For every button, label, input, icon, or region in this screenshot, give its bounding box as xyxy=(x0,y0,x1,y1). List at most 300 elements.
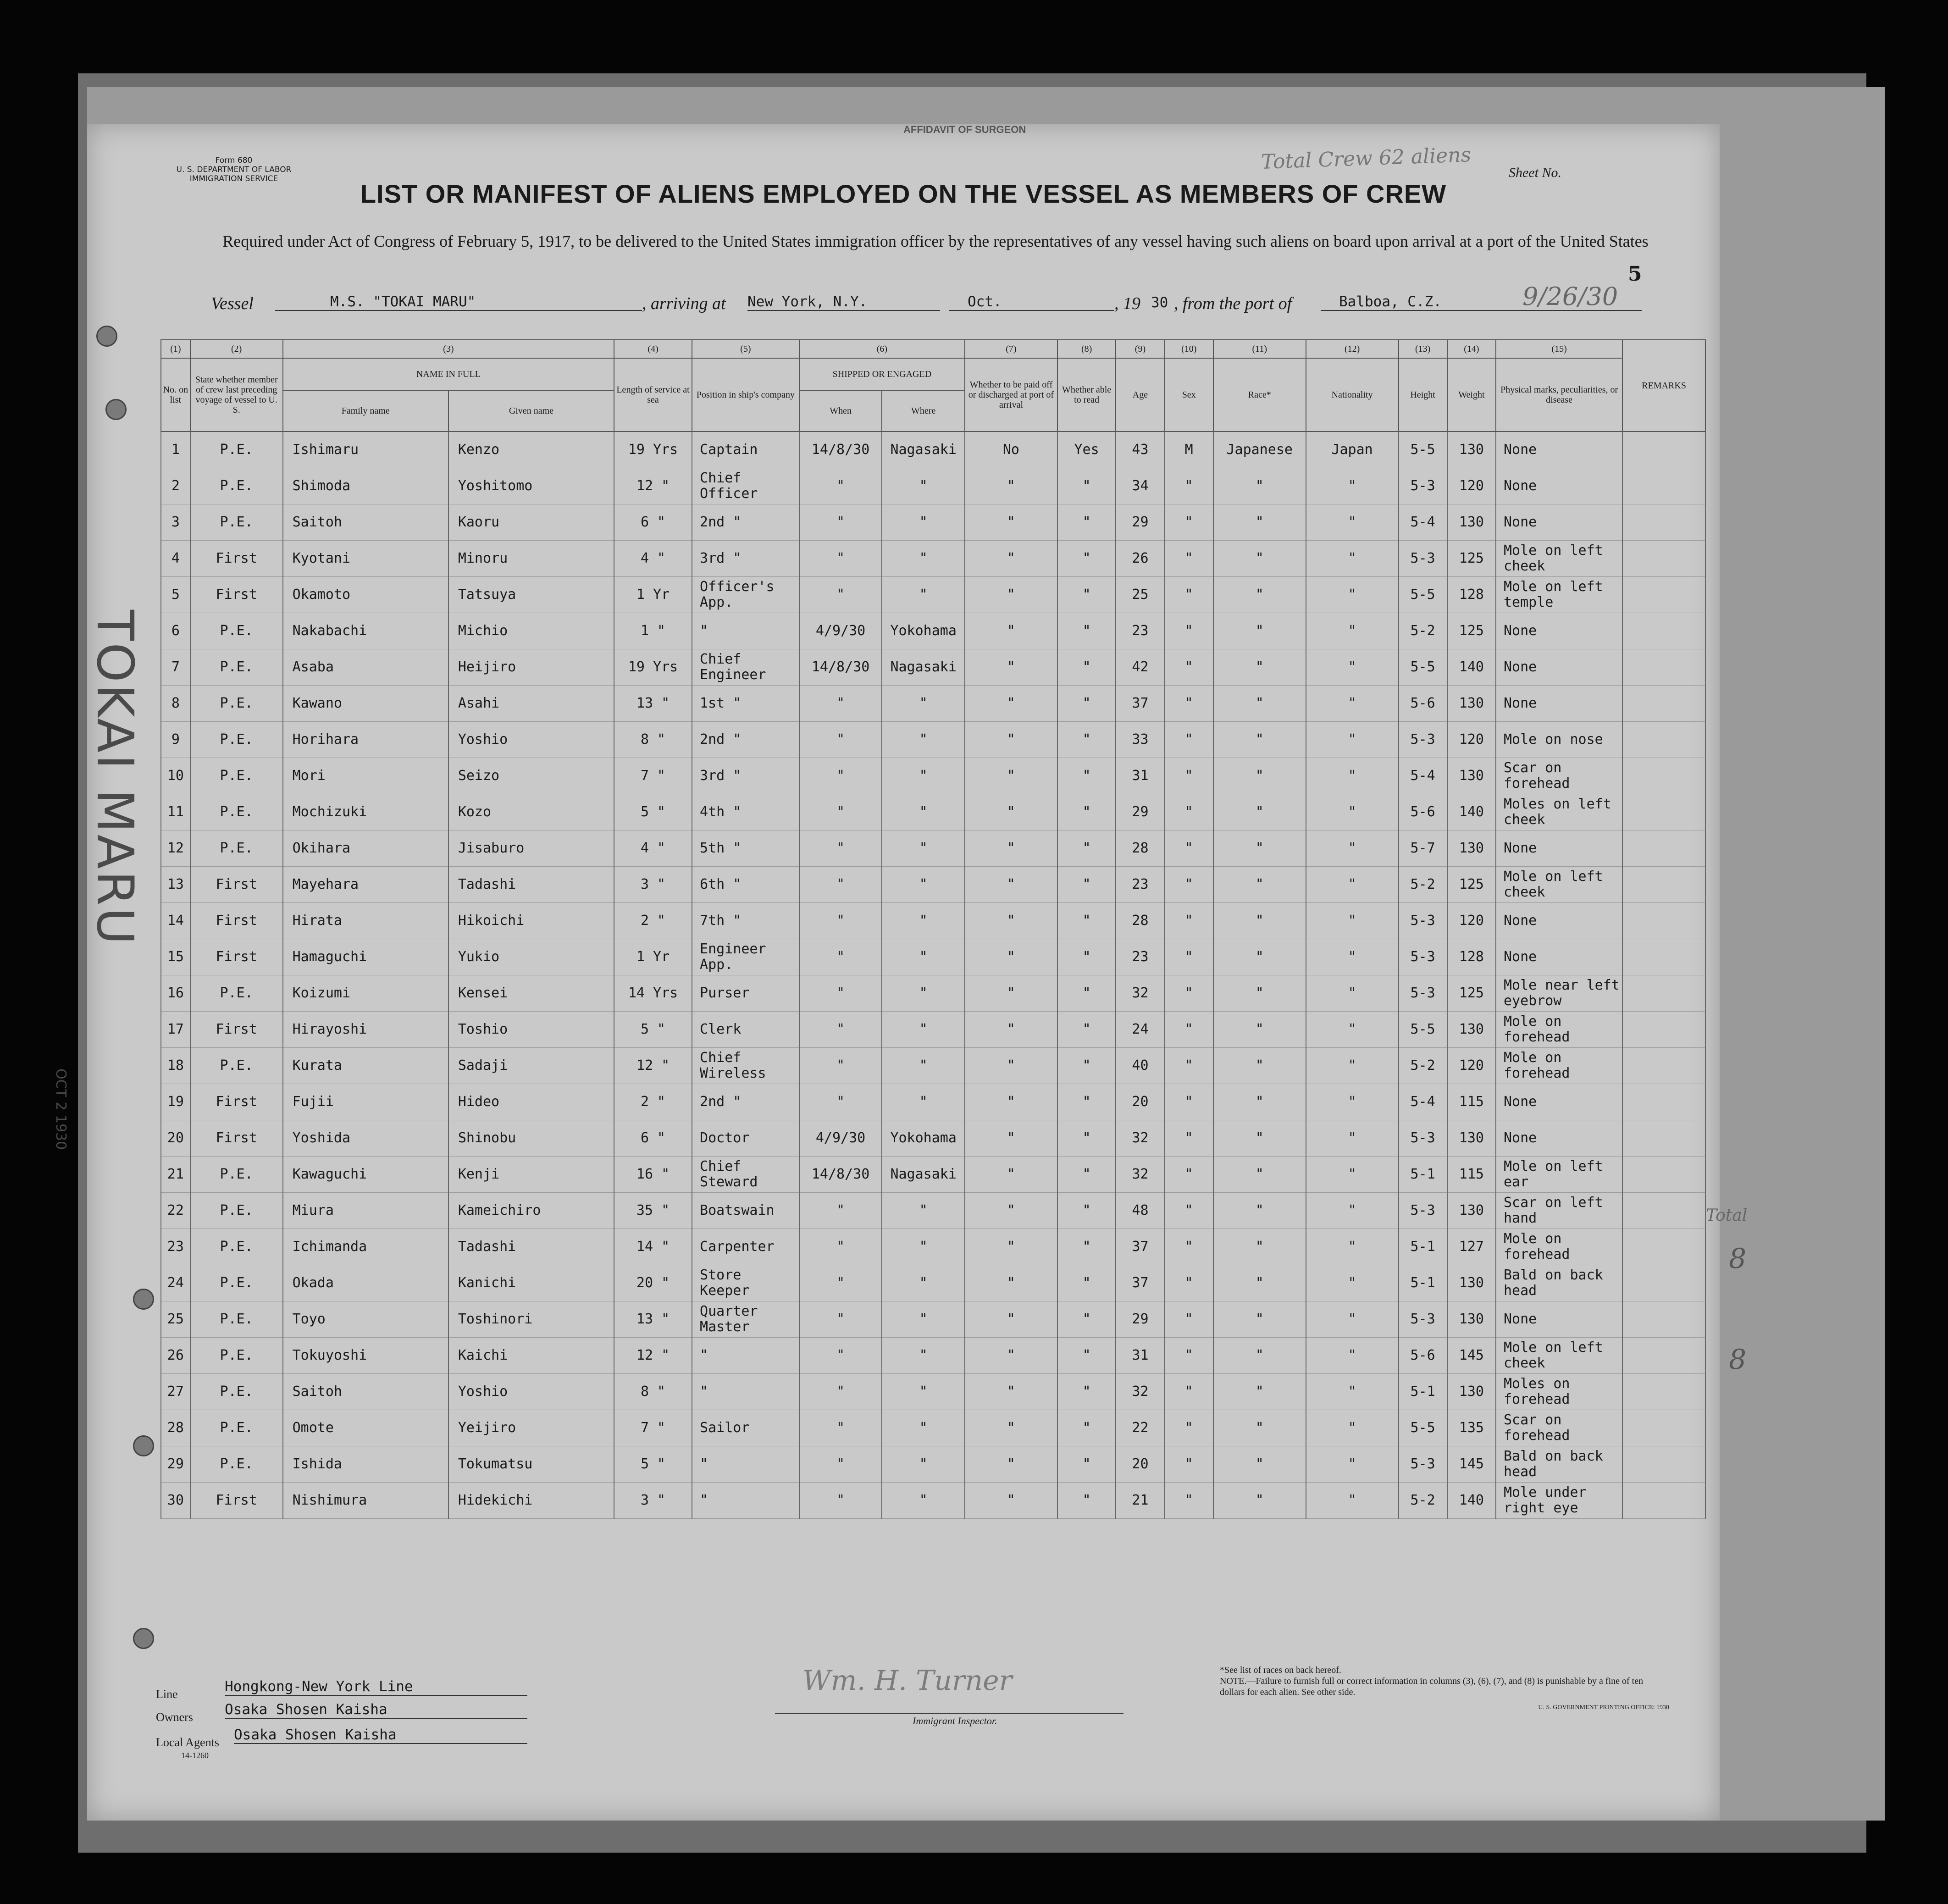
row-number: 14 xyxy=(161,903,190,939)
row-length: 35 " xyxy=(614,1193,692,1229)
row-number: 1 xyxy=(161,432,190,468)
row-weight: 125 xyxy=(1447,613,1496,649)
row-position: Officer's App. xyxy=(692,577,799,613)
col-nationality: Nationality xyxy=(1306,358,1399,432)
row-when: " xyxy=(799,541,882,577)
row-number: 17 xyxy=(161,1012,190,1048)
row-nationality: " xyxy=(1306,1446,1399,1483)
row-age: 42 xyxy=(1116,649,1164,686)
row-remarks xyxy=(1622,794,1705,830)
row-read: " xyxy=(1057,1012,1116,1048)
row-where: " xyxy=(882,1374,965,1410)
races-note: *See list of races on back hereof. xyxy=(1220,1665,1341,1675)
row-height: 5-6 xyxy=(1399,686,1447,722)
row-weight: 145 xyxy=(1447,1338,1496,1374)
row-given-name: Kenzo xyxy=(448,432,614,468)
row-when: 4/9/30 xyxy=(799,1120,882,1157)
row-weight: 125 xyxy=(1447,867,1496,903)
row-when: 4/9/30 xyxy=(799,613,882,649)
col-num: (1) xyxy=(161,340,190,358)
col-weight: Weight xyxy=(1447,358,1496,432)
row-read: " xyxy=(1057,758,1116,794)
row-family-name: Ishida xyxy=(283,1446,448,1483)
row-given-name: Seizo xyxy=(448,758,614,794)
row-sex: " xyxy=(1165,867,1213,903)
row-height: 5-3 xyxy=(1399,939,1447,975)
row-marks: Mole on forehead xyxy=(1496,1229,1622,1265)
row-number: 23 xyxy=(161,1229,190,1265)
row-marks: Moles on left cheek xyxy=(1496,794,1622,830)
col-num: (8) xyxy=(1057,340,1116,358)
row-weight: 120 xyxy=(1447,468,1496,504)
row-remarks xyxy=(1622,758,1705,794)
row-state: P.E. xyxy=(190,1048,283,1084)
row-remarks xyxy=(1622,975,1705,1012)
row-number: 27 xyxy=(161,1374,190,1410)
row-marks: Mole on forehead xyxy=(1496,1048,1622,1084)
row-weight: 120 xyxy=(1447,903,1496,939)
row-length: 6 " xyxy=(614,1120,692,1157)
row-given-name: Hidekichi xyxy=(448,1483,614,1519)
table-row xyxy=(161,903,1705,939)
row-given-name: Asahi xyxy=(448,686,614,722)
col-num: (5) xyxy=(692,340,799,358)
row-age: 23 xyxy=(1116,867,1164,903)
row-read: " xyxy=(1057,1229,1116,1265)
row-number: 11 xyxy=(161,794,190,830)
row-when: " xyxy=(799,758,882,794)
table-row xyxy=(161,1193,1705,1229)
row-given-name: Kenji xyxy=(448,1157,614,1193)
row-remarks xyxy=(1622,541,1705,577)
row-length: 5 " xyxy=(614,1012,692,1048)
row-read: " xyxy=(1057,903,1116,939)
arriving-label: , arriving at xyxy=(642,294,726,313)
row-when: " xyxy=(799,867,882,903)
row-read: " xyxy=(1057,1338,1116,1374)
row-number: 20 xyxy=(161,1120,190,1157)
row-remarks xyxy=(1622,1084,1705,1120)
row-number: 4 xyxy=(161,541,190,577)
row-remarks xyxy=(1622,1265,1705,1301)
row-state: P.E. xyxy=(190,1193,283,1229)
row-remarks xyxy=(1622,903,1705,939)
row-paid-off: " xyxy=(965,1120,1057,1157)
row-length: 14 " xyxy=(614,1229,692,1265)
row-remarks xyxy=(1622,1120,1705,1157)
row-state: P.E. xyxy=(190,432,283,468)
row-sex: " xyxy=(1165,1301,1213,1338)
row-age: 28 xyxy=(1116,903,1164,939)
row-remarks xyxy=(1622,686,1705,722)
row-position: 6th " xyxy=(692,867,799,903)
row-when: " xyxy=(799,577,882,613)
row-position: 3rd " xyxy=(692,541,799,577)
row-state: P.E. xyxy=(190,1410,283,1446)
row-length: 2 " xyxy=(614,1084,692,1120)
row-sex: " xyxy=(1165,1483,1213,1519)
row-where: " xyxy=(882,577,965,613)
row-given-name: Toshinori xyxy=(448,1301,614,1338)
row-paid-off: " xyxy=(965,1338,1057,1374)
row-where: " xyxy=(882,830,965,867)
row-marks: None xyxy=(1496,1120,1622,1157)
row-marks: Moles on forehead xyxy=(1496,1374,1622,1410)
row-when: " xyxy=(799,830,882,867)
row-given-name: Kozo xyxy=(448,794,614,830)
row-marks: None xyxy=(1496,830,1622,867)
row-race: " xyxy=(1213,1483,1306,1519)
row-height: 5-3 xyxy=(1399,975,1447,1012)
row-given-name: Kameichiro xyxy=(448,1193,614,1229)
form-line: Form 680 xyxy=(215,156,253,165)
row-state: P.E. xyxy=(190,468,283,504)
row-family-name: Miura xyxy=(283,1193,448,1229)
row-paid-off: No xyxy=(965,432,1057,468)
row-marks: Mole near left eyebrow xyxy=(1496,975,1622,1012)
row-state: P.E. xyxy=(190,686,283,722)
table-row xyxy=(161,867,1705,903)
row-length: 6 " xyxy=(614,504,692,541)
row-age: 23 xyxy=(1116,939,1164,975)
row-height: 5-4 xyxy=(1399,504,1447,541)
row-sex: " xyxy=(1165,1374,1213,1410)
row-age: 43 xyxy=(1116,432,1164,468)
row-read: " xyxy=(1057,1193,1116,1229)
row-length: 5 " xyxy=(614,794,692,830)
row-when: " xyxy=(799,1374,882,1410)
row-when: " xyxy=(799,939,882,975)
owners-value: Osaka Shosen Kaisha xyxy=(225,1701,527,1719)
row-when: " xyxy=(799,1338,882,1374)
year-prefix: , 19 xyxy=(1114,294,1140,313)
row-race: " xyxy=(1213,1338,1306,1374)
page-title: LIST OR MANIFEST OF ALIENS EMPLOYED ON THE VESSEL AS MEMBERS OF CREW xyxy=(360,179,1447,208)
row-family-name: Okada xyxy=(283,1265,448,1301)
row-where: " xyxy=(882,939,965,975)
row-length: 3 " xyxy=(614,867,692,903)
row-race: " xyxy=(1213,468,1306,504)
row-number: 9 xyxy=(161,722,190,758)
row-read: " xyxy=(1057,504,1116,541)
table-row xyxy=(161,432,1705,468)
row-nationality: " xyxy=(1306,867,1399,903)
row-when: 14/8/30 xyxy=(799,649,882,686)
row-age: 29 xyxy=(1116,1301,1164,1338)
row-marks: None xyxy=(1496,1084,1622,1120)
row-nationality: " xyxy=(1306,758,1399,794)
row-nationality: " xyxy=(1306,1048,1399,1084)
row-remarks xyxy=(1622,468,1705,504)
row-given-name: Toshio xyxy=(448,1012,614,1048)
row-given-name: Jisaburo xyxy=(448,830,614,867)
line-label: Line xyxy=(156,1688,178,1701)
row-age: 29 xyxy=(1116,504,1164,541)
row-where: " xyxy=(882,686,965,722)
row-read: " xyxy=(1057,975,1116,1012)
page-subtitle: Required under Act of Congress of February 5, 1917, to be delivered to the United States immigration officer by the representatives of any vessel having such aliens on board upon arrival at a port of the United States xyxy=(222,232,1649,250)
row-read: " xyxy=(1057,722,1116,758)
col-remarks: REMARKS xyxy=(1622,340,1705,432)
row-state: P.E. xyxy=(190,504,283,541)
row-read: " xyxy=(1057,1084,1116,1120)
row-height: 5-7 xyxy=(1399,830,1447,867)
row-height: 5-3 xyxy=(1399,1301,1447,1338)
row-position: Engineer App. xyxy=(692,939,799,975)
row-given-name: Yukio xyxy=(448,939,614,975)
col-num: (2) xyxy=(190,340,283,358)
table-row xyxy=(161,1157,1705,1193)
col-num: (14) xyxy=(1447,340,1496,358)
row-paid-off: " xyxy=(965,975,1057,1012)
row-family-name: Kawano xyxy=(283,686,448,722)
row-where: " xyxy=(882,1193,965,1229)
row-family-name: Okamoto xyxy=(283,577,448,613)
row-number: 29 xyxy=(161,1446,190,1483)
row-paid-off: " xyxy=(965,1265,1057,1301)
row-race: " xyxy=(1213,541,1306,577)
row-paid-off: " xyxy=(965,541,1057,577)
row-age: 26 xyxy=(1116,541,1164,577)
row-paid-off: " xyxy=(965,1048,1057,1084)
inspector-signature: Wm. H. Turner xyxy=(802,1665,1013,1697)
row-number: 18 xyxy=(161,1048,190,1084)
row-family-name: Fujii xyxy=(283,1084,448,1120)
manifest-page xyxy=(53,124,1720,1821)
row-nationality: " xyxy=(1306,686,1399,722)
sheet-no-label: Sheet No. xyxy=(1509,165,1561,180)
row-age: 22 xyxy=(1116,1410,1164,1446)
printing-office: U. S. GOVERNMENT PRINTING OFFICE: 1930 xyxy=(1538,1704,1669,1711)
row-given-name: Shinobu xyxy=(448,1120,614,1157)
row-where: " xyxy=(882,758,965,794)
row-age: 21 xyxy=(1116,1483,1164,1519)
row-number: 3 xyxy=(161,504,190,541)
row-family-name: Kurata xyxy=(283,1048,448,1084)
row-state: P.E. xyxy=(190,1374,283,1410)
row-race: " xyxy=(1213,722,1306,758)
punch-hole xyxy=(105,399,127,420)
row-where: " xyxy=(882,1084,965,1120)
row-position: " xyxy=(692,1338,799,1374)
row-weight: 130 xyxy=(1447,830,1496,867)
row-length: 16 " xyxy=(614,1157,692,1193)
row-position: Purser xyxy=(692,975,799,1012)
row-race: " xyxy=(1213,867,1306,903)
table-row xyxy=(161,1012,1705,1048)
row-height: 5-3 xyxy=(1399,1193,1447,1229)
row-weight: 125 xyxy=(1447,975,1496,1012)
col-position: Position in ship's company xyxy=(692,358,799,432)
row-when: " xyxy=(799,1483,882,1519)
row-read: " xyxy=(1057,541,1116,577)
row-where: " xyxy=(882,541,965,577)
row-position: 7th " xyxy=(692,903,799,939)
row-paid-off: " xyxy=(965,1012,1057,1048)
footer-note xyxy=(1220,1665,1669,1713)
row-read: " xyxy=(1057,649,1116,686)
col-num: (12) xyxy=(1306,340,1399,358)
row-remarks xyxy=(1622,939,1705,975)
margin-total: Total xyxy=(1706,1206,1748,1225)
row-paid-off: " xyxy=(965,468,1057,504)
row-marks: Mole on left cheek xyxy=(1496,1338,1622,1374)
row-height: 5-5 xyxy=(1399,649,1447,686)
row-race: " xyxy=(1213,1157,1306,1193)
row-age: 31 xyxy=(1116,758,1164,794)
row-length: 13 " xyxy=(614,1301,692,1338)
table-row xyxy=(161,1410,1705,1446)
row-marks: None xyxy=(1496,468,1622,504)
row-paid-off: " xyxy=(965,1446,1057,1483)
row-family-name: Ichimanda xyxy=(283,1229,448,1265)
row-family-name: Toyo xyxy=(283,1301,448,1338)
row-when: " xyxy=(799,686,882,722)
row-sex: " xyxy=(1165,577,1213,613)
col-num: (3) xyxy=(283,340,614,358)
row-given-name: Tatsuya xyxy=(448,577,614,613)
row-remarks xyxy=(1622,1157,1705,1193)
row-position: 2nd " xyxy=(692,1084,799,1120)
col-given-name: Given name xyxy=(448,390,614,432)
row-state: P.E. xyxy=(190,758,283,794)
row-sex: " xyxy=(1165,758,1213,794)
row-nationality: " xyxy=(1306,939,1399,975)
row-paid-off: " xyxy=(965,1193,1057,1229)
row-paid-off: " xyxy=(965,613,1057,649)
row-position: Sailor xyxy=(692,1410,799,1446)
row-nationality: " xyxy=(1306,1084,1399,1120)
col-num: (10) xyxy=(1165,340,1213,358)
row-nationality: " xyxy=(1306,1193,1399,1229)
col-shipped: SHIPPED OR ENGAGED xyxy=(799,358,965,390)
agents-value: Osaka Shosen Kaisha xyxy=(234,1727,527,1744)
row-where: " xyxy=(882,1012,965,1048)
col-state: State whether member of crew last preceding voyage of vessel to U. S. xyxy=(190,358,283,432)
row-height: 5-3 xyxy=(1399,1120,1447,1157)
table-row xyxy=(161,1120,1705,1157)
row-race: " xyxy=(1213,1410,1306,1446)
row-family-name: Shimoda xyxy=(283,468,448,504)
row-state: P.E. xyxy=(190,1338,283,1374)
row-read: " xyxy=(1057,939,1116,975)
arrival-year: 30 xyxy=(1151,294,1168,311)
col-num: (6) xyxy=(799,340,965,358)
row-remarks xyxy=(1622,1229,1705,1265)
col-name-in-full: NAME IN FULL xyxy=(283,358,614,390)
row-race: " xyxy=(1213,1265,1306,1301)
row-state: P.E. xyxy=(190,649,283,686)
row-nationality: " xyxy=(1306,975,1399,1012)
row-height: 5-2 xyxy=(1399,1048,1447,1084)
row-when: " xyxy=(799,1265,882,1301)
row-length: 4 " xyxy=(614,830,692,867)
row-family-name: Koizumi xyxy=(283,975,448,1012)
row-read: " xyxy=(1057,613,1116,649)
row-read: " xyxy=(1057,1374,1116,1410)
row-family-name: Yoshida xyxy=(283,1120,448,1157)
col-sex: Sex xyxy=(1165,358,1213,432)
row-read: " xyxy=(1057,794,1116,830)
row-height: 5-5 xyxy=(1399,1410,1447,1446)
row-position: 3rd " xyxy=(692,758,799,794)
table-row xyxy=(161,1338,1705,1374)
col-read: Whether able to read xyxy=(1057,358,1116,432)
row-length: 3 " xyxy=(614,1483,692,1519)
row-remarks xyxy=(1622,504,1705,541)
row-position: 2nd " xyxy=(692,504,799,541)
row-height: 5-2 xyxy=(1399,867,1447,903)
row-nationality: " xyxy=(1306,1301,1399,1338)
row-state: P.E. xyxy=(190,1229,283,1265)
row-position: Chief Officer xyxy=(692,468,799,504)
row-weight: 130 xyxy=(1447,504,1496,541)
row-read: " xyxy=(1057,1410,1116,1446)
punch-hole xyxy=(96,326,117,347)
row-paid-off: " xyxy=(965,903,1057,939)
row-position: Captain xyxy=(692,432,799,468)
table-row xyxy=(161,504,1705,541)
row-race: " xyxy=(1213,1374,1306,1410)
row-position: Chief Engineer xyxy=(692,649,799,686)
row-age: 34 xyxy=(1116,468,1164,504)
row-read: " xyxy=(1057,686,1116,722)
row-height: 5-4 xyxy=(1399,758,1447,794)
row-age: 28 xyxy=(1116,830,1164,867)
row-position: 2nd " xyxy=(692,722,799,758)
row-family-name: Hirata xyxy=(283,903,448,939)
row-family-name: Hirayoshi xyxy=(283,1012,448,1048)
row-family-name: Mochizuki xyxy=(283,794,448,830)
row-state: First xyxy=(190,541,283,577)
row-read: " xyxy=(1057,1446,1116,1483)
row-remarks xyxy=(1622,577,1705,613)
row-weight: 140 xyxy=(1447,1483,1496,1519)
row-length: 4 " xyxy=(614,541,692,577)
row-length: 13 " xyxy=(614,686,692,722)
row-age: 32 xyxy=(1116,1120,1164,1157)
row-given-name: Yoshio xyxy=(448,722,614,758)
col-age: Age xyxy=(1116,358,1164,432)
vessel-label: Vessel xyxy=(211,294,254,313)
row-nationality: " xyxy=(1306,577,1399,613)
row-number: 28 xyxy=(161,1410,190,1446)
row-height: 5-5 xyxy=(1399,1012,1447,1048)
row-length: 7 " xyxy=(614,758,692,794)
col-where: Where xyxy=(882,390,965,432)
row-marks: Scar on forehead xyxy=(1496,758,1622,794)
col-num: (4) xyxy=(614,340,692,358)
col-paid-off: Whether to be paid off or discharged at port of arrival xyxy=(965,358,1057,432)
owners-label: Owners xyxy=(156,1710,193,1724)
row-number: 25 xyxy=(161,1301,190,1338)
row-sex: " xyxy=(1165,830,1213,867)
row-remarks xyxy=(1622,1301,1705,1338)
table-row xyxy=(161,686,1705,722)
row-weight: 130 xyxy=(1447,432,1496,468)
row-sex: " xyxy=(1165,722,1213,758)
affidavit-heading: AFFIDAVIT OF SURGEON xyxy=(903,124,1026,135)
vessel-stamp-text: TOKAI MARU xyxy=(86,610,144,946)
row-number: 13 xyxy=(161,867,190,903)
row-race: " xyxy=(1213,903,1306,939)
row-given-name: Hikoichi xyxy=(448,903,614,939)
row-read: Yes xyxy=(1057,432,1116,468)
table-row xyxy=(161,1301,1705,1338)
row-number: 30 xyxy=(161,1483,190,1519)
row-number: 16 xyxy=(161,975,190,1012)
row-family-name: Ishimaru xyxy=(283,432,448,468)
